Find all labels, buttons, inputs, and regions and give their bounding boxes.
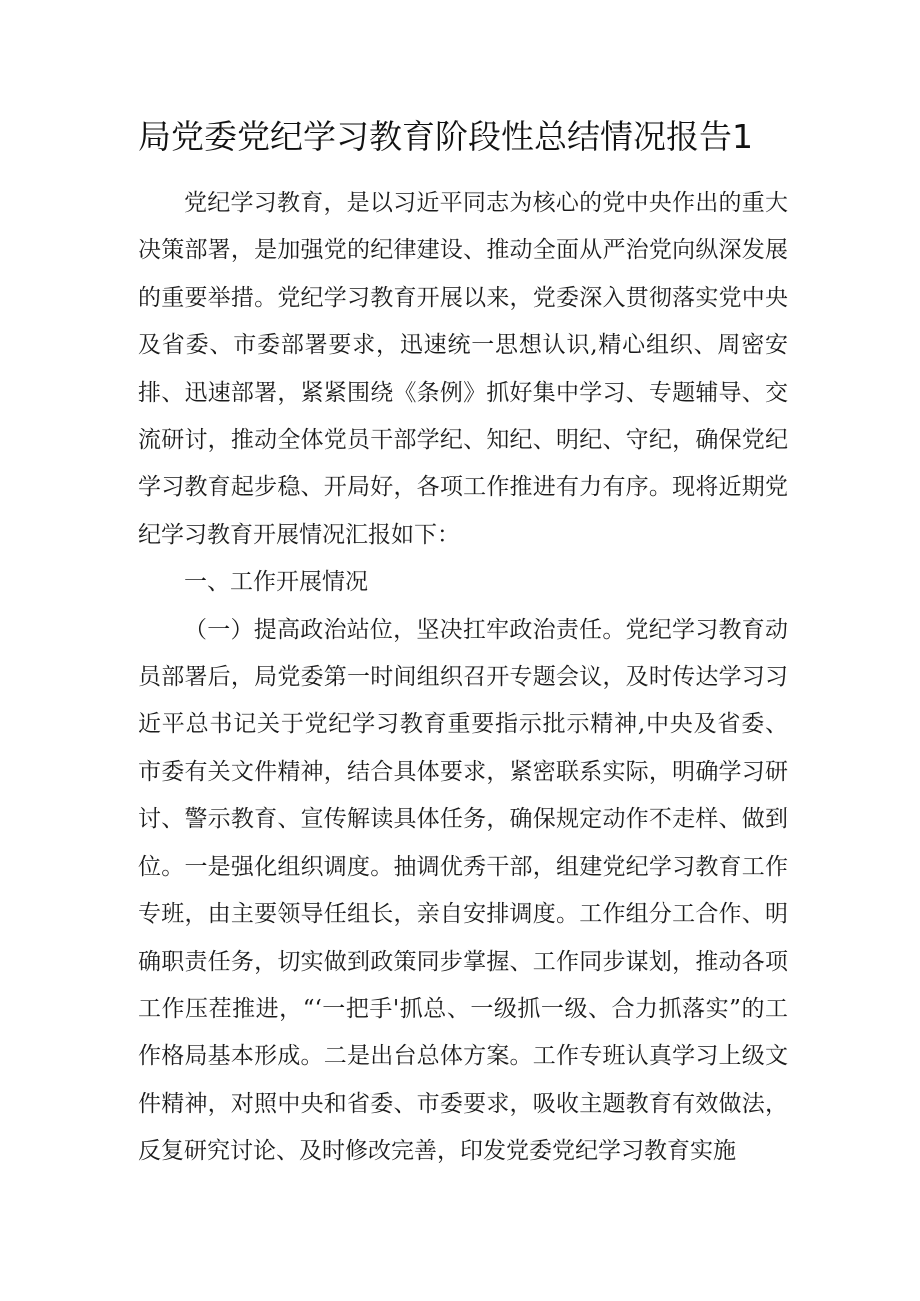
document-body	[138, 180, 788, 1176]
section-heading: 一、工作开展情况	[184, 569, 368, 596]
intro-paragraph: 党纪学习教育，是以习近平同志为核心的党中央作出的重大决策部署，是加强党的纪律建设、推动全面从严治党向纵深发展的重要举措。党纪学习教育开展以来，党委深入贯彻落实党中央及省委、市委部署要求，迅速统一思想认识,精心组织、周密安排、迅速部署，紧紧围绕《条例》抓好集中学习、专题辅导、交流研讨，推动全体党员干部学纪、知纪、明纪、守纪，确保党纪学习教育起步稳、开局好，各项工作推进有力有序。现将近期党纪学习教育开展情况汇报如下：	[138, 190, 788, 548]
section-paragraph: （一）提高政治站位，坚决扛牢政治责任。党纪学习教育动员部署后，局党委第一时间组织召开专题会议，及时传达学习习近平总书记关于党纪学习教育重要指示批示精神,中央及省委、市委有关文件精神，结合具体要求，紧密联系实际，明确学习研讨、警示教育、宣传解读具体任务，确保规定动作不走样、做到位。一是强化组织调度。抽调优秀干部，组建党纪学习教育工作专班，由主要领导任组长，亲自安排调度。工作组分工合作、明确职责任务，切实做到政策同步掌握、工作同步谋划，推动各项工作压茬推进，“‘一把手'抓总、一级抓一级、合力抓落实”的工作格局基本形成。二是出台总体方案。工作专班认真学习上级文件精神，对照中央和省委、市委要求，吸收主题教育有效做法，反复研究讨论、及时修改完善，印发党委党纪学习教育实施	[138, 616, 788, 1165]
document-title: 局党委党纪学习教育阶段性总结情况报告1	[138, 117, 753, 156]
